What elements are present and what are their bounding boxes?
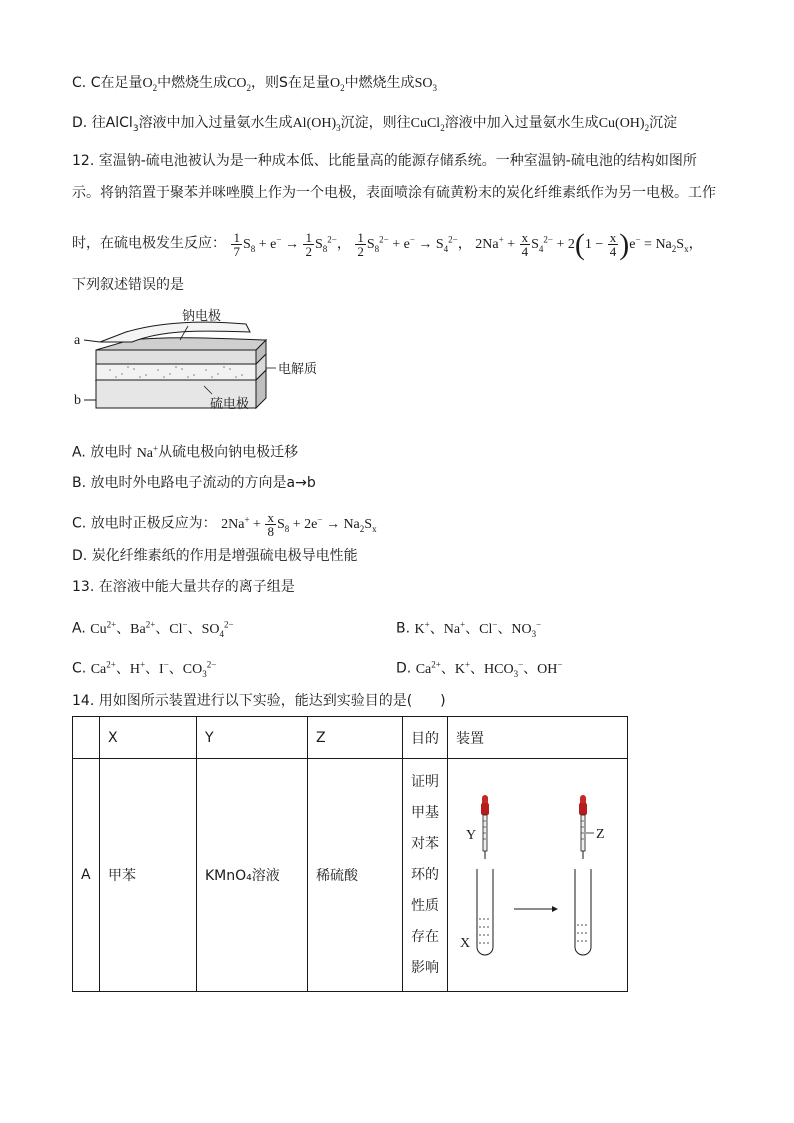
header-y: Y: [197, 717, 308, 759]
arrow-right-icon: [514, 906, 558, 912]
row-a-apparatus: [448, 759, 628, 992]
label-sodium-electrode: 钠电极: [182, 309, 222, 324]
test-tube-icon: [575, 869, 591, 955]
q12-stem-line2: 示。将钠箔置于聚苯并咪唑膜上作为一个电极，表面喷涂有硫黄粉末的炭化纤维素纸作为另一电极。工作: [72, 185, 716, 201]
row-a-x: 甲苯: [100, 759, 197, 992]
label-sulfur-electrode: 硫电极: [210, 397, 250, 412]
apparatus-drawing: [448, 759, 620, 987]
header-purpose: 目的: [403, 717, 448, 759]
q11-option-d: D. 往AlCl$_3$溶液中加入过量氨水生成$Al(OH)_3$沉淀，则往CuCl$_2$溶液中加入过量氨水生成$Cu(OH)_2$沉淀: [72, 115, 678, 134]
apparatus-label-z: Z: [596, 827, 605, 842]
q12-stem-line4: 下列叙述错误的是: [72, 277, 184, 293]
q13-option-d: D. $Ca^{2+}$、K+、$HCO_3^-$、OH−: [396, 659, 563, 679]
q12-stem-line3: 时，在硫电极发生反应： $\frac{1}{7}$ $S_8 + e^-$ → $\frac{1}{2}$ $S_8^{2-}$， $\frac{1}{2}$ $S_8^{2-} + e^- \to S_4^{2-}$， 2Na+ + $\frac{x}{4}$ $S_4^{2-} + 2(1$ − $\frac{x}{4}$ )$e^- = Na_2S_x$，: [72, 227, 703, 261]
q13-option-c: C. $Ca^{2+}$、H+、I−、$CO_3^{2-}$: [72, 659, 217, 679]
dropper-y-icon: [481, 795, 489, 859]
test-tube-x-icon: [477, 869, 493, 955]
apparatus-label-y: Y: [466, 828, 477, 843]
label-a: a: [74, 333, 81, 348]
q14-stem: 14. 用如图所示装置进行以下实验，能达到实验目的是( ): [72, 693, 446, 709]
q13-option-a: A. $Cu^{2+}$、$Ba^{2+}$、Cl−、$SO_4^{2-}$: [72, 619, 234, 639]
table-header-row: [73, 717, 628, 759]
q12-stem-line1: 12. 室温钠-硫电池被认为是一种成本低、比能量高的能源存储系统。一种室温钠-硫电池的结构如图所: [72, 153, 697, 169]
row-a-purpose: 证明 甲基 对苯 环的 性质 存在 影响: [403, 759, 448, 992]
apparatus-label-x: X: [460, 936, 471, 951]
dropper-z-icon: [579, 795, 594, 859]
q11-option-c: C. C在足量$O_2$中燃烧生成$CO_2$，则S在足量$O_2$中燃烧生成$SO_3$: [72, 75, 437, 93]
label-electrolyte: 电解质: [278, 362, 318, 377]
label-b: b: [74, 393, 81, 408]
q12-option-d: D. 炭化纤维素纸的作用是增强硫电极导电性能: [72, 548, 358, 564]
header-blank: [73, 717, 100, 759]
q12-option-c: C. 放电时正极反应为： 2Na+ + $\frac{x}{8}$ $S_8 + 2e^- \to Na_2S_x$: [72, 509, 377, 539]
q13-stem: 13. 在溶液中能大量共存的离子组是: [72, 579, 295, 595]
row-a-y: KMnO₄溶液: [197, 759, 308, 992]
row-a-label: A: [73, 759, 100, 992]
header-x: X: [100, 717, 197, 759]
q12-option-a: A. 放电时 Na+从硫电极向钠电极迁移: [72, 443, 299, 461]
row-a-z: 稀硫酸: [308, 759, 403, 992]
header-apparatus: 装置: [448, 717, 628, 759]
header-z: Z: [308, 717, 403, 759]
battery-diagram: [70, 300, 330, 420]
q12-option-b: B. 放电时外电路电子流动的方向是a→b: [72, 475, 316, 491]
sulfur-reactions: $\frac{1}{7}$ $S_8 + e^-$ → $\frac{1}{2}$ $S_8^{2-}$， $\frac{1}{2}$ $S_8^{2-} + e^- \to S_4^{2-}$， 2Na+ + $\frac{x}{4}$ $S_4^{2-} + 2(1$ − $\frac{x}{4}$ )$e^- = Na_2S_x$，: [233, 227, 703, 261]
table-row: [73, 759, 628, 992]
q13-option-b: B. K+、Na+、Cl−、$NO_3^-$: [396, 619, 542, 639]
q14-table: [72, 716, 628, 992]
